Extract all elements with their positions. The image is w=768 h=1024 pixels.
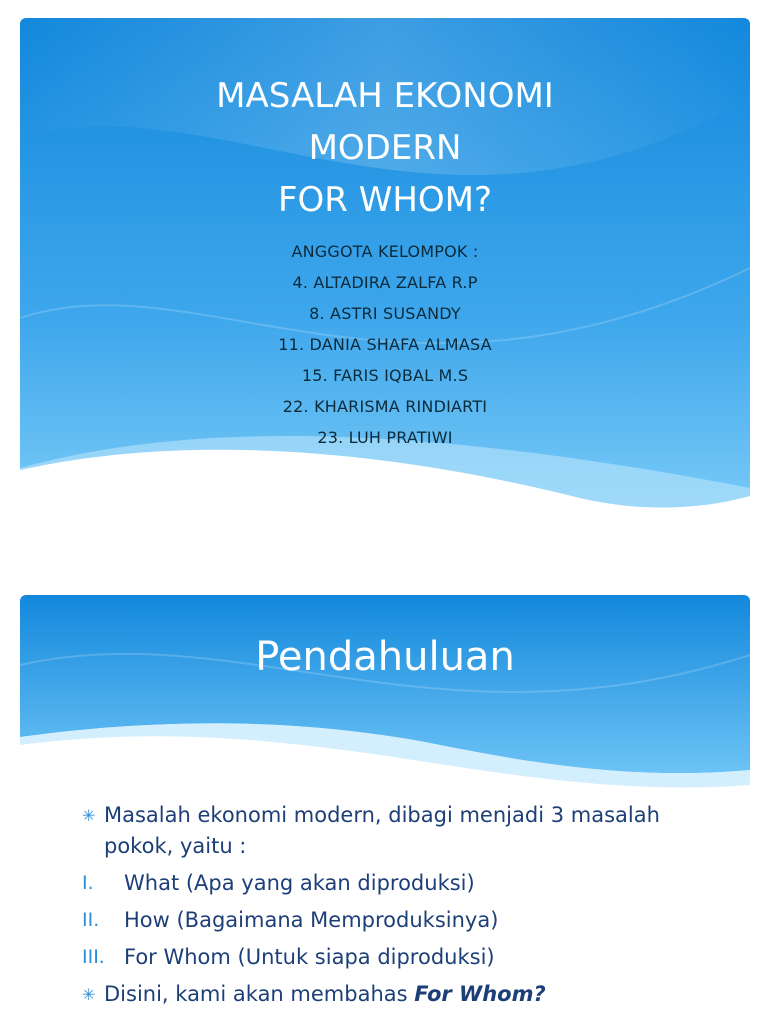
list-numeral: II.: [82, 909, 100, 931]
list-item: [20, 942, 750, 973]
member-item: 4. ALTADIRA ZALFA R.P: [292, 273, 478, 292]
member-item: 22. KHARISMA RINDIARTI: [282, 397, 488, 416]
list-item: [20, 905, 750, 936]
member-item: 8. ASTRI SUSANDY: [309, 304, 461, 323]
slide-title: Pendahuluan: [255, 634, 515, 680]
list-item-text: Masalah ekonomi modern, dibagi menjadi 3 masalah pokok, yaitu :: [104, 803, 660, 858]
list-numeral: III.: [82, 946, 105, 968]
title-line: FOR WHOM?: [277, 180, 493, 220]
member-item: 15. FARIS IQBAL M.S: [301, 366, 469, 385]
title-line: MODERN: [308, 128, 462, 168]
asterisk-bullet-icon: ✳: [82, 806, 96, 825]
slide-content: [20, 800, 750, 1016]
list-item: [20, 979, 750, 1010]
list-item-text: How (Bagaimana Memproduksinya): [124, 908, 499, 932]
list-item: [20, 800, 750, 862]
member-list: [20, 236, 750, 453]
list-item-text: Disini, kami akan membahas: [104, 982, 415, 1006]
emphasis-text: For Whom?: [414, 982, 546, 1006]
slide-title: [20, 70, 750, 226]
member-item: 11. DANIA SHAFA ALMASA: [278, 335, 492, 354]
list-item-text: What (Apa yang akan diproduksi): [124, 871, 475, 895]
intro-slide: [20, 595, 750, 1024]
title-slide: [20, 18, 750, 518]
asterisk-bullet-icon: ✳: [82, 985, 96, 1004]
list-item-text: For Whom (Untuk siapa diproduksi): [124, 945, 495, 969]
list-numeral: I.: [82, 872, 94, 894]
member-list-heading: ANGGOTA KELOMPOK :: [291, 242, 479, 261]
title-line: MASALAH EKONOMI: [216, 76, 554, 116]
list-item: [20, 868, 750, 899]
member-item: 23. LUH PRATIWI: [317, 428, 453, 447]
